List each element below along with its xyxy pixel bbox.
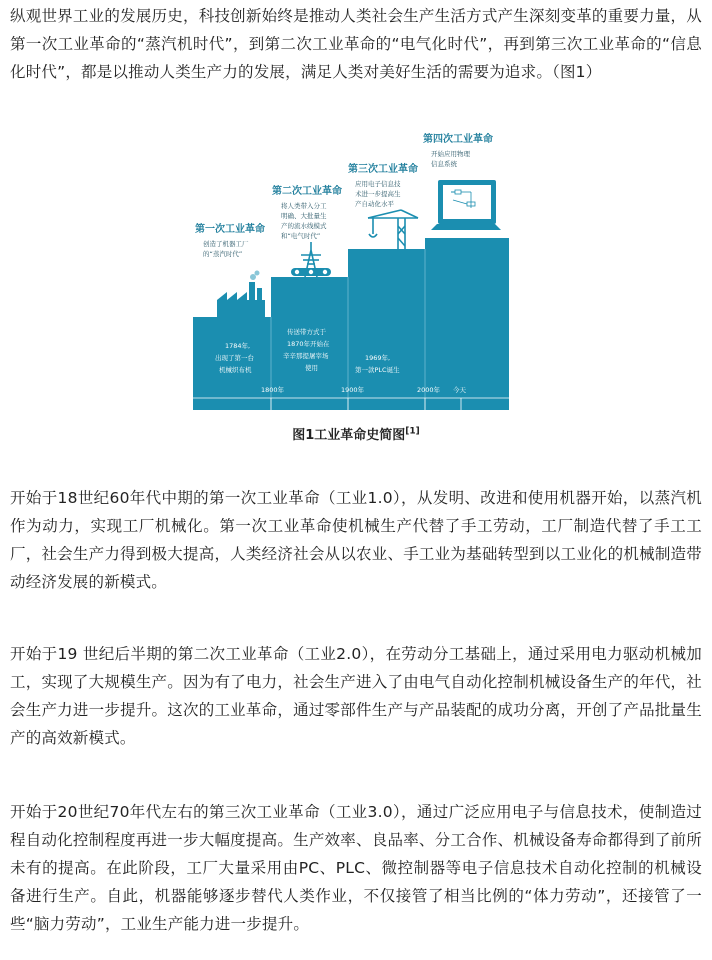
factory-icon	[217, 271, 265, 318]
conveyor-icon	[291, 268, 331, 276]
step-1-block	[193, 317, 509, 410]
step-2-desc-2: 明确、大批量生	[281, 212, 327, 220]
event-2-line-1: 传送带方式于	[287, 328, 326, 336]
step-1-desc-2: 的“蒸汽时代”	[203, 250, 243, 258]
crane-icon	[368, 210, 418, 249]
figure-caption-text: 图1工业革命史简图	[292, 428, 406, 443]
step-1-desc-1: 创造了机器工厂	[203, 240, 249, 248]
figure-caption-reference: [1]	[405, 426, 420, 437]
step-4-title: 第四次工业革命	[423, 134, 493, 145]
axis-label-1900: 1900年	[341, 386, 365, 394]
step-2-desc-1: 将人类带入分工	[281, 202, 327, 210]
paragraph-industry-2: 开始于19 世纪后半期的第二次工业革命（工业2.0），在劳动分工基础上，通过采用电力驱动机械加工，实现了大规模生产。因为有了电力，社会生产进入了由电气自动化控制机械设备生产的年代，社会生产力进一步提升。这次的工业革命，通过零部件生产与产品装配的成功分离，开创了产品批量生产的高效新模式。	[10, 645, 702, 747]
event-1-line-3: 机械织布机	[219, 366, 252, 374]
step-3-desc-3: 产自动化水平	[355, 200, 394, 208]
step-4-desc-1: 开始应用物理	[431, 150, 470, 158]
event-3-line-1: 1969年,	[365, 354, 391, 362]
step-2-desc-3: 产的流水线模式	[281, 222, 327, 230]
event-1-line-1: 1784年,	[225, 342, 251, 350]
event-3-line-2: 第一款PLC诞生	[355, 366, 400, 374]
axis-label-2000: 2000年	[417, 386, 441, 394]
paragraph-industry-1: 开始于18世纪60年代中期的第一次工业革命（工业1.0），从发明、改进和使用机器开始，以蒸汽机作为动力，实现工厂机械化。第一次工业革命使机械生产代替了手工劳动，工厂制造代替了手工工厂，社会生产力得到极大提高，人类经济社会从以农业、手工业为基础转型到以工业化的机械制造带动经济发展的新模式。	[10, 489, 702, 591]
step-3-title: 第三次工业革命	[348, 164, 418, 175]
step-2-block	[271, 277, 509, 322]
step-4-block	[425, 238, 509, 253]
step-4-desc-2: 信息系统	[431, 160, 457, 168]
industrial-revolution-figure	[193, 122, 509, 410]
step-1-title: 第一次工业革命	[195, 224, 265, 235]
event-2-line-3: 辛辛那提屠宰场	[283, 352, 329, 360]
axis-label-1800: 1800年	[261, 386, 285, 394]
paragraph-industry-3: 开始于20世纪70年代左右的第三次工业革命（工业3.0），通过广泛应用电子与信息技术，使制造过程自动化控制程度再进一步大幅度提高。生产效率、良品率、分工合作、机械设备寿命都得到了前所未有的提高。在此阶段，工厂大量采用由PC、PLC、微控制器等电子信息技术自动化控制的机械设备进行生产。自此，机器能够逐步替代人类作业，不仅接管了相当比例的“体力劳动”，还接管了一些“脑力劳动”，工业生产能力进一步提升。	[10, 803, 702, 933]
step-2-title: 第二次工业革命	[272, 186, 342, 197]
axis-label-today: 今天	[453, 386, 466, 394]
event-2-line-2: 1870年开始在	[287, 340, 330, 348]
step-3-block	[348, 249, 509, 279]
event-1-line-2: 出现了第一台	[215, 354, 254, 362]
figure-caption	[0, 424, 712, 443]
step-2-desc-4: 和“电气时代”	[281, 232, 321, 240]
step-3-desc-2: 术进一步提高生	[355, 190, 401, 198]
staircase-illustration	[193, 122, 509, 410]
event-2-line-4: 使用	[305, 364, 318, 372]
step-3-desc-1: 应用电子信息技	[355, 180, 401, 188]
intro-paragraph: 纵观世界工业的发展历史，科技创新始终是推动人类社会生产生活方式产生深刻变革的重要力量，从第一次工业革命的“蒸汽机时代”，到第二次工业革命的“电气化时代”，再到第三次工业革命的“信息化时代”，都是以推动人类生产力的发展，满足人类对美好生活的需要为追求。（图1）	[10, 7, 702, 81]
laptop-icon	[431, 180, 501, 230]
